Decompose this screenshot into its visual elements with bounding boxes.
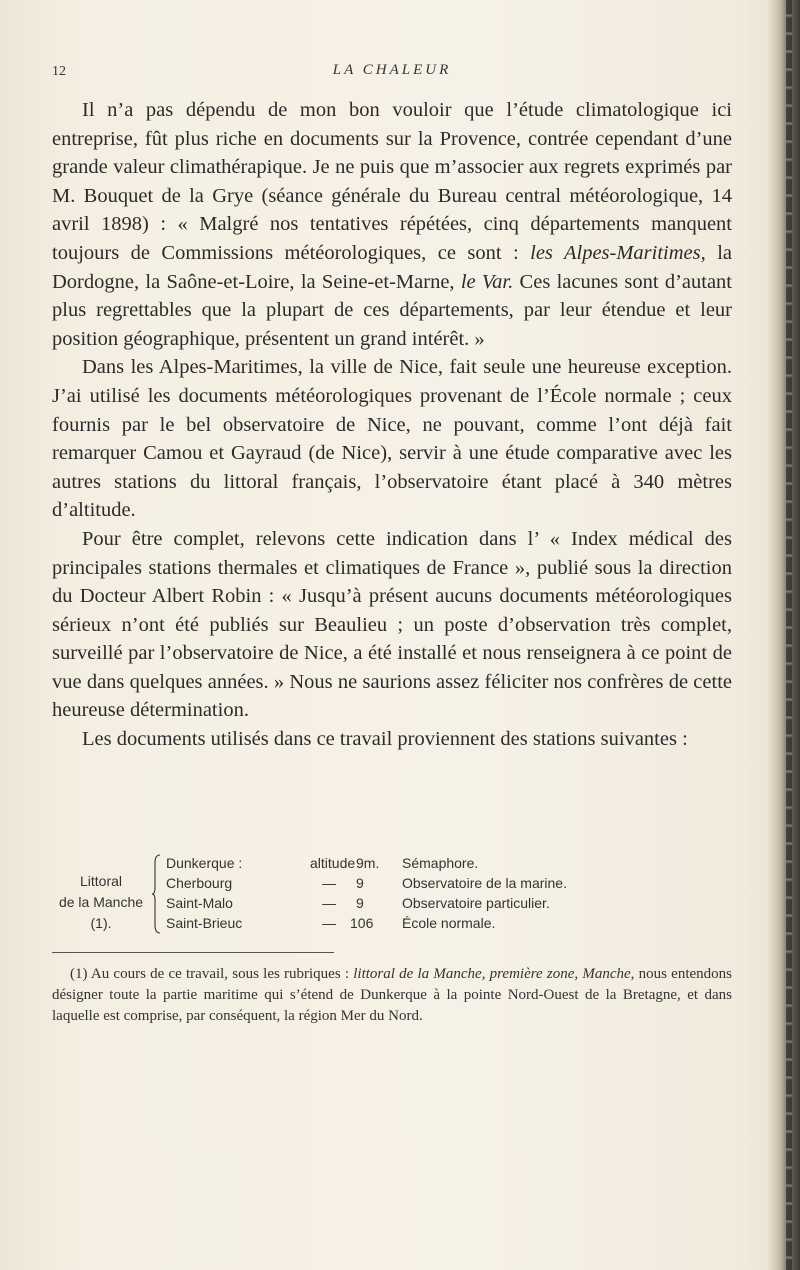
station-observatory: Observatoire de la marine. (402, 875, 567, 891)
footnote-text (52, 964, 732, 1027)
group-label-line-2: de la Manche (1). (58, 894, 144, 931)
paragraph-1 (52, 96, 732, 353)
curly-brace (152, 853, 162, 935)
paragraph-1-text-b: la Dordogne, la Saône-et-Loire, la Seine-et-Marne, (52, 241, 733, 293)
footnote (52, 964, 732, 1027)
paragraph-4: Les documents utilisés dans ce travail proviennent des stations suivantes : (82, 728, 688, 751)
station-observatory: École normale. (402, 915, 496, 931)
station-height: 9 (356, 895, 364, 911)
station-altitude-label: — (322, 915, 336, 931)
main-text (52, 96, 732, 754)
paragraph-1-text-c: Ces lacunes sont d’autant plus regrettables que la plupart de ces départements, par leur étendue et leur position géographique, présentent un grand intérêt. » (52, 270, 732, 350)
station-altitude-label: — (322, 895, 336, 911)
page-header (52, 62, 732, 86)
stations-group-label (52, 871, 150, 934)
paragraph-3: Pour être complet, relevons cette indication dans l’ « Index médical des principales stations thermales et climatiques de France », publié sous la direction du Docteur Albert Robin : « Jusqu’à présent aucuns documents météorologiques sérieux n’ont été publiés sur Beaulieu ; un poste d’observation très complet, surveillé par l’observatoire de Nice, a été installé et nous renseignera à ce point de vue dans quelques années. » Nous ne saurions assez féliciter nos confrères de cette heureuse détermination. (52, 527, 732, 722)
running-title: LA CHALEUR (332, 62, 452, 78)
page-edge (786, 0, 792, 1270)
station-height: 9m. (356, 855, 380, 871)
station-observatory: Sémaphore. (402, 855, 479, 871)
stations-list (52, 853, 732, 935)
footnote-text-b: nous entendons désigner toute la partie maritime qui s’étend de Dunkerque à la pointe Nord-Ouest de la Bretagne, et dans laquelle est comprise, par conséquent, la région Mer du Nord. (52, 966, 732, 1024)
book-spine-shadow (766, 0, 800, 1270)
station-name: Saint-Malo (166, 895, 233, 911)
paragraph-1-italic-a: les Alpes-Maritimes, (530, 241, 706, 264)
station-height: 106 (350, 915, 374, 931)
station-name: Cherbourg (166, 875, 233, 891)
station-altitude-label: altitude (310, 855, 356, 871)
footnote-divider (52, 952, 334, 953)
station-height: 9 (356, 875, 364, 891)
station-name: Dunkerque : (166, 855, 243, 871)
station-altitude-label: — (322, 875, 336, 891)
station-observatory: Observatoire particulier. (402, 895, 550, 911)
paragraph-1-text-a: Il n’a pas dépendu de mon bon vouloir que l’étude climatologique ici entreprise, fût plus riche en documents sur la Provence, contrée cependant d’une grande valeur climathérapique. Je ne puis que m’associer aux regrets exprimés par M. Bouquet de la Grye (séance générale du Bureau central météorologique, 14 avril 1898) : « Malgré nos tentatives répétées, cinq départements manquent toujours de Commissions météorologiques, ce sont : (52, 99, 732, 264)
page-number: 12 (52, 64, 66, 79)
footnote-text-a: (1) Au cours de ce travail, sous les rubriques : (70, 966, 354, 982)
footnote-italic: littoral de la Manche, première zone, Manche, (353, 966, 635, 982)
paragraph-2: Dans les Alpes-Maritimes, la ville de Nice, fait seule une heureuse exception. J’ai utilisé les documents météorologiques provenant de l’École normale ; ceux fournis par le bel observatoire de Nice, ne pouvant, comme l’ont déjà fait remarquer Camou et Gayraud (de Nice), servir à une étude comparative avec les autres stations du littoral français, l’observatoire étant placé à 340 mètres d’altitude. (52, 356, 732, 522)
station-name: Saint-Brieuc (166, 915, 243, 931)
paragraph-1-italic-b: le Var. (460, 270, 514, 293)
group-label-line-1: Littoral (79, 873, 123, 889)
